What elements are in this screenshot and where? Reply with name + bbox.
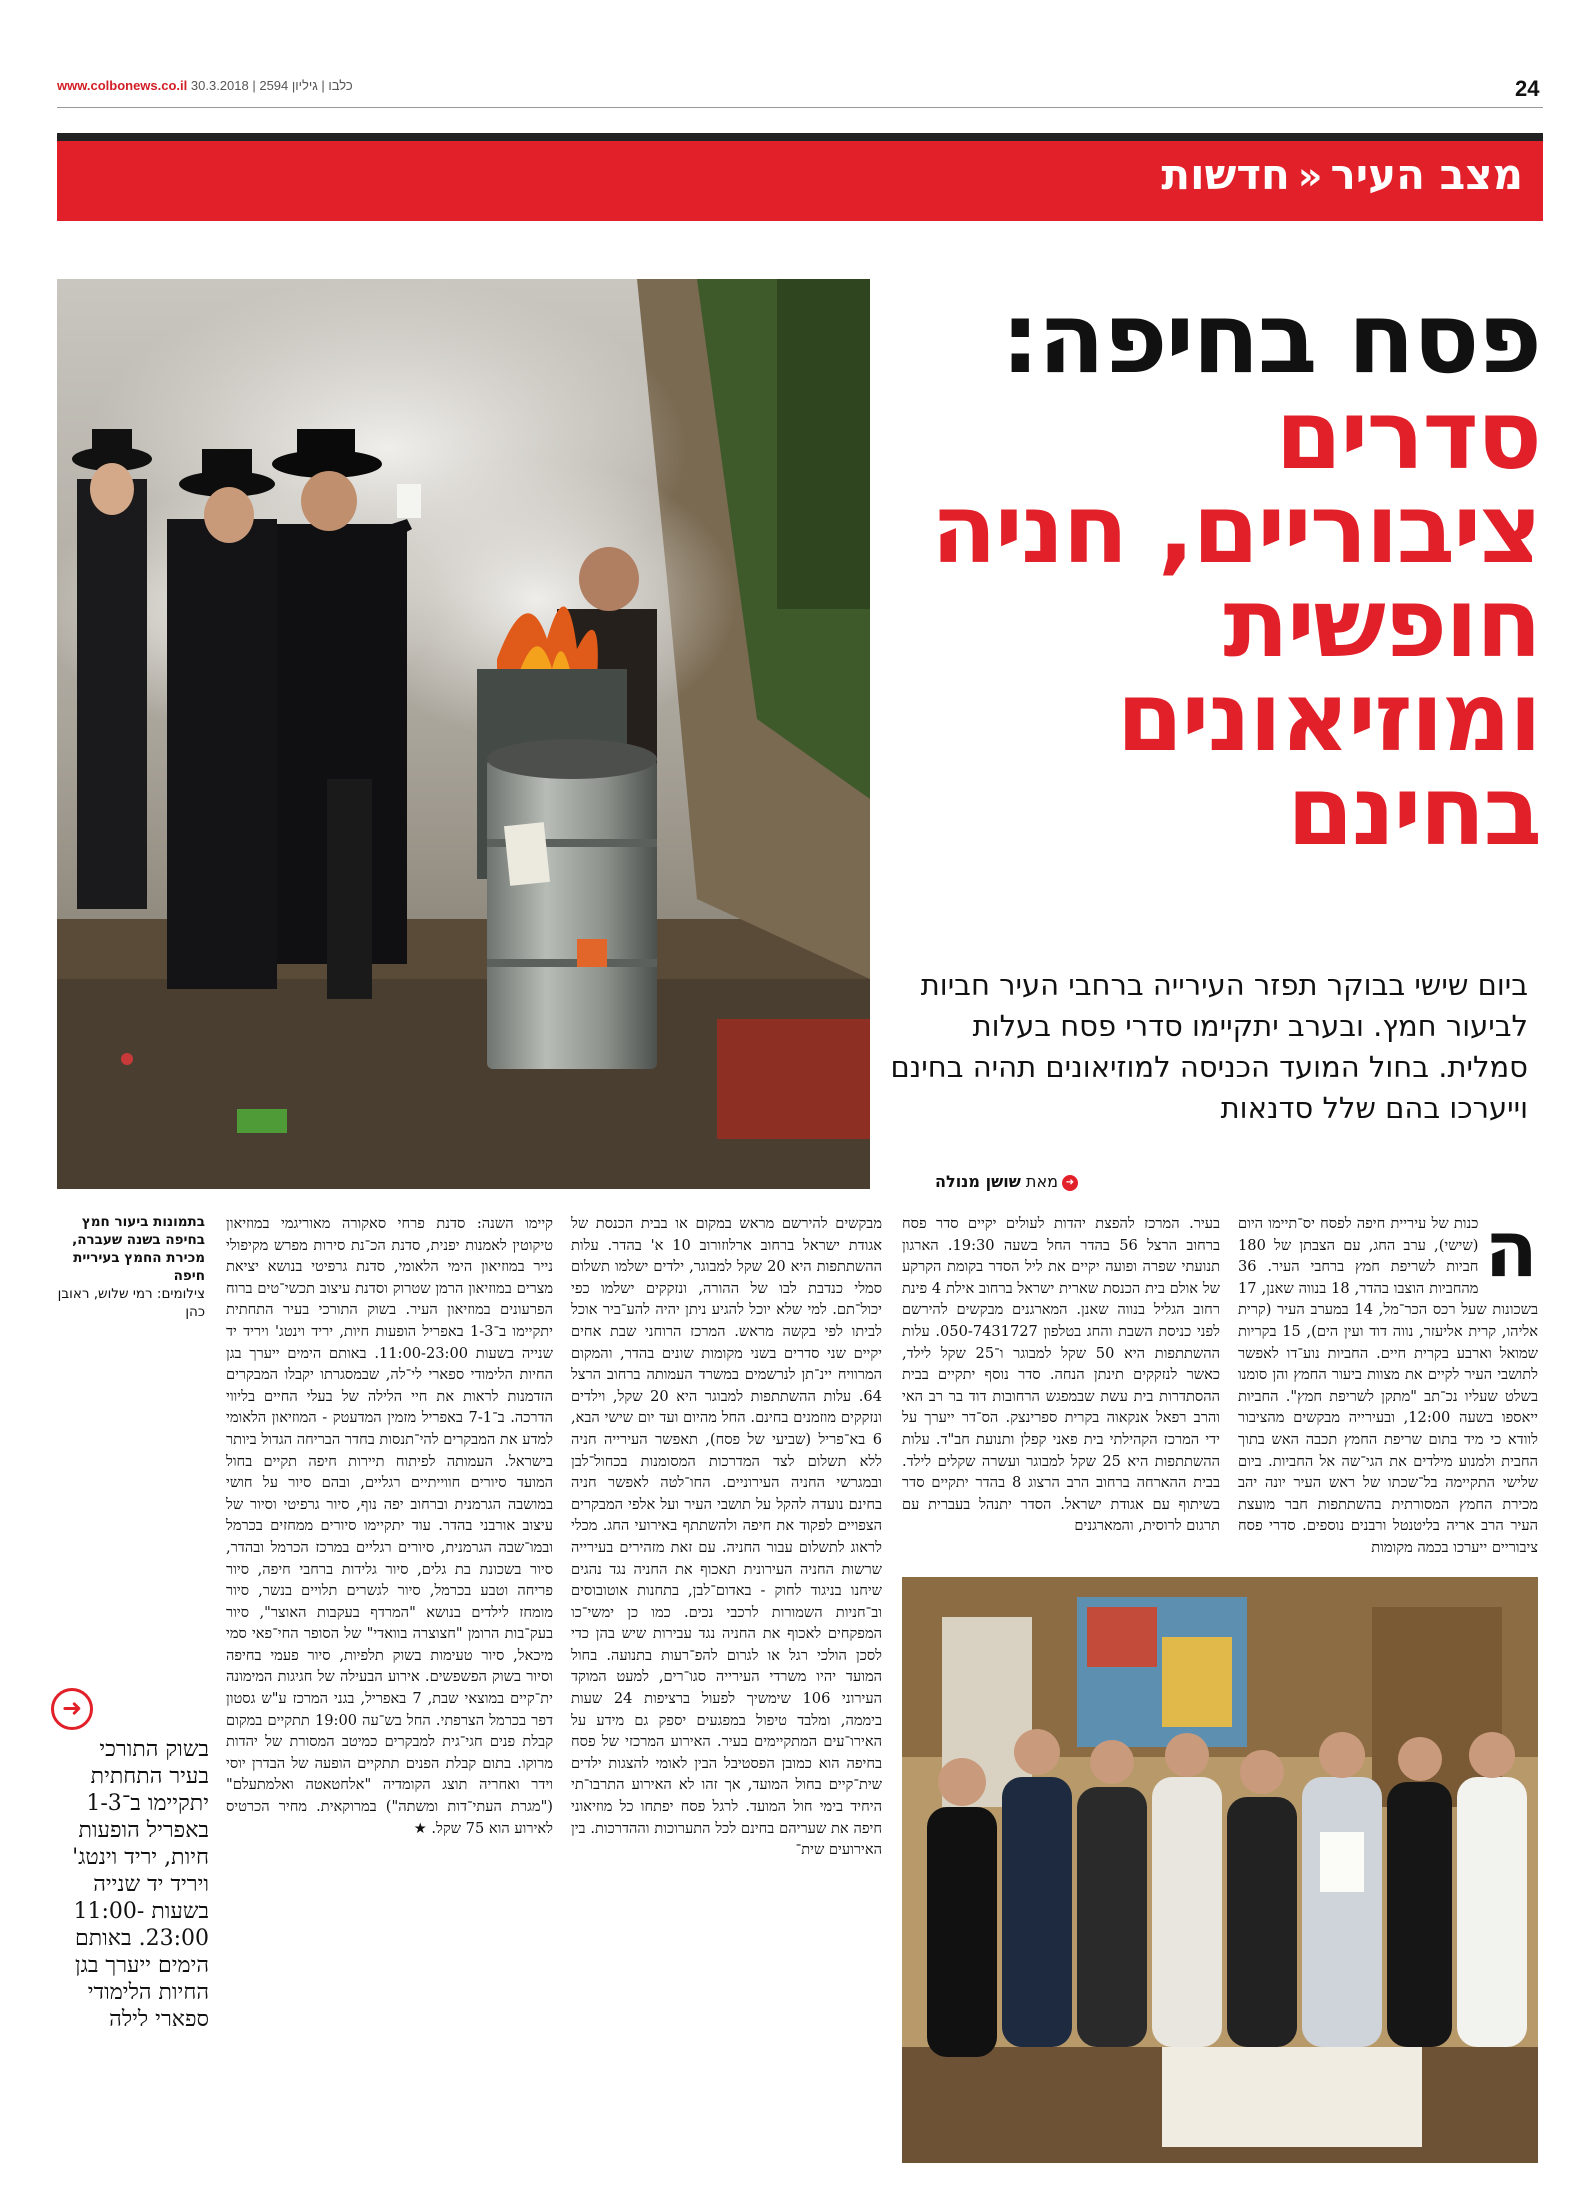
pullquote-text: בשוק התורכי בעיר התחתית יתקיימו ב־1-3 באפריל הופעות חיות, יריד וינטג' ויריד יד שנייה בשעות 11:00-23:00. באותם הימים ייערך בגן החיות הלימודי ספארי לילה bbox=[72, 1737, 209, 2032]
header-divider bbox=[57, 107, 1543, 108]
arrow-right-icon: ➜ bbox=[51, 1688, 93, 1730]
byline-prefix: מאת bbox=[1025, 1172, 1058, 1191]
section-subtitle: חדשות bbox=[1161, 150, 1290, 199]
article-column-2 bbox=[902, 1213, 1220, 1537]
arrow-right-icon: ➜ bbox=[1062, 1175, 1078, 1191]
article-column-4 bbox=[226, 1213, 553, 1839]
byline-author: שושן מנולה bbox=[935, 1172, 1021, 1191]
photo-caption bbox=[57, 1213, 205, 1321]
article-column-1 bbox=[1238, 1205, 1538, 1559]
caption-lead: בתמונות ביעור חמץ בחיפה בשנה שעברה, מכירת החמץ בעיריית חיפה bbox=[72, 1214, 205, 1284]
masthead-line bbox=[57, 78, 353, 93]
issue-info: כלבו | גיליון 2594 | 30.3.2018 bbox=[190, 78, 353, 93]
section-title bbox=[1161, 150, 1523, 199]
article-column-3 bbox=[571, 1213, 882, 1861]
section-name: מצב העיר bbox=[1330, 150, 1523, 199]
chametz-burning-photo bbox=[57, 279, 870, 1189]
column-text: מבקשים להירשם מראש במקום או בבית הכנסת של אגודת ישראל ברחוב ארלוזורוב 10 א' בהדר. עלות ההשתתפות היא 20 שקל למבוגר, ילדים ישלמו תשלום סמלי כנדבת לבו של ההורה, ונזקקים ישלמו כפי יכול־תם. למי שלא יוכל להגיע ניתן יהיה להע־ביר אוכל לביתו לפי בקשה מראש. המרכז הרוחני שבת אחים יקיים שני סדרים בשני מקומות שונים בהדר, והמקום המרוויח יינ־תן לנרשמים במשרד העמותה ברחוב הרצל 64. עלות ההשתתפות למבוגר היא 20 שקל, וילדים ונזקקים מוזמנים בחינם. החל מהיום ועד יום שישי הבא, 6 בא־פריל (שביעי של פסח), תאפשר העירייה חניה ללא תשלום לצד המדרכות המסומנות בכחול־לבן ובמגרשי החניה העירוניים. החו־לטה לאפשר חניה בחינם נועדה להקל על תושבי העיר ועל אלפי המבקרים הצפויים לפקוד את חיפה ולהשתתף באירועי החג. מכלי לראוג לתשלום עבור החניה. עם זאת מזהירים בעירייה שרשות החניה העירונית תאכוף את החניה נגד נהגים שיחנו בניגוד לחוק - באדום־לבן, בתחנות אוטובוסים וב־חניות השמורות לרכבי נכים. כמו כן ימשי־כו המפקחים לאכוף את החניה נגד עבירות שיש בהן כדי לסכן הולכי רגל או לגרום להפ־רעות בתנועה. בחול המועד יהיו משרדי העירייה סגו־רים, למעט המוקד העירוני 106 שימשיך לפעול ברציפות 24 שעות ביממה, ומלבד טיפול במפגעים יספק גם מידע על האירו־עים המתקיימים בעיר. האירוע המרכזי של פסח בחיפה הוא כמובן הפסטיבל הבין לאומי להצגות ילדים שית־קיים בחול המועד, אך זהו לא האירוע התרבו־תי היחיד בימי חול המועד. לרגל פסח יפתחו כל מוזיאוני חיפה את שעריהם בחינם לכל התערוכות וההדרכות. בין האירועים שית־ bbox=[571, 1215, 882, 1859]
site-url[interactable]: www.colbonews.co.il bbox=[57, 78, 188, 93]
pullquote bbox=[57, 1688, 209, 2033]
headline-kicker: פסח בחיפה: bbox=[1000, 282, 1540, 396]
column-text: קיימו השנה: סדנת פרחי סאקורה מאוריגמי במוזיאון טיקוטין לאמנות יפנית, סדנת הכ־נת סירות מפרש מקיפולי נייר במוזיאון הימי הלאומי, סדנת גרפיטי בנושא יציאת מצרים במוזיאון הרמן שטרוק וסדנת עיצוב תכשי־טים ברוח הפרעונים במוזיאון העיר. בשוק התורכי בעיר התחתית יתקיימו ב־1-3 באפריל הופעות חיות, יריד וינטג' ויריד יד שנייה בשעות 11:00-23:00. באותם הימים ייערך בגן החיות הלימודי ספארי לי־לה, שבמסגרתו יקבלו המבקרים הזדמנות לראות את חיי הלילה של בעלי החיים בליווי הדרכה. ב־7-1 באפריל מזמין המדעטק - המוזיאון הלאומי למדע את המבקרים להי־תנסות בחדר הבריחה הגדול ביותר בישראל. העמותה לפיתוח תיירות חיפה תקיים בחול המועד סיורים חווייתיים רגליים, ובהם סיור על חושי במושבה הגרמנית וברחוב יפה נוף, סיור גרפיטי וסיור של עיצוב אורבני בהדר. עוד יתקיימו סיורים ממחזים בכרמל ובמו־שבה הגרמנית, סיורים רגליים במרכז הכרמל ובהדר, סיור בשכונת בת גלים, סיור גלידות ברחבי חיפה, סיור פריחה וטבע בכרמל, סיור לגשרים תלויים בנשר, סיור מומחז לילדים בנושא "המרדף בעקבות האוצר", סיור בעק־בות הרומן "חצוצרה בוואדי" של הסופר החי־פאי סמי מיכאל, סיור טעימות בשוק תלפיות, סיור פעמי בחיפה וסיור בשוק הפשפשים. אירוע הבעילה של חגיגות המימונה ית־קיים במוצאי שבת, 7 באפריל, בגני המרכז ע"ש גסטון דפר בכרמל הצרפתי. החל בש־עה 19:00 תתקיים במקום קבלת פנים חגי־גית למבקרים כמיטב המסורת של יהדות מרוקו. בתום קבלת הפנים תתקיים הופעה של הבדרן יוסי וידר ואחריה תוצג הקומדיה "אלחטאטה ואלמתעלם" ("מגרת העתי־דות ומשתה") במרוקאית. מחיר הכרטיס לאירוע הוא 75 שקל. ★ bbox=[226, 1215, 553, 1837]
caption-credit: צילומים: רמי שלוש, ראובן כהן bbox=[57, 1286, 205, 1320]
column-text: כנות של עיריית חיפה לפסח יס־תיימו היום (שישי), ערב החג, עם הצבתן של 180 חביות לשריפת חמץ ברחבי העיר. 36 מהחביות הוצבו בהדר, 18 בנווה שאנן, 17 בשכונות שעל רכס הכר־מל, 14 במערב העיר (קרית אליהו, קרית אליעזר, נווה דוד ועין הים), 15 בקריות שמואל וארבע בקרית חיים. החביות נוע־דו לאפשר לתושבי העיר לקיים את מצוות ביעור החמץ והן סומנו בשלט שעליו נכ־תב "מתקן לשריפת חמץ". החביות ייאספו בשעה 12:00, ובעירייה מבקשים מהציבור לוודא כי מיד בתום שריפת החמץ תכבה האש בתוך החבית ולמנוע מילדים את הגי־שה אל החביות. ביום שלישי התקיימה בל־שכתו של ראש העיר יונה יהב מכירת החמץ המסורתית בהשתתפות חבר מועצת העיר הרב אריה בליטנטל ורבנים נוספים. סדרי פסח ציבוריים ייערכו בכמה מקומות bbox=[1238, 1215, 1538, 1556]
section-band-top bbox=[57, 133, 1543, 141]
headline-main: סדרים ציבוריים, חניה חופשית ומוזיאונים בחינם bbox=[930, 379, 1540, 868]
page-number: 24 bbox=[1515, 76, 1540, 101]
city-hall-group-photo bbox=[902, 1577, 1538, 2163]
drop-cap: ה bbox=[1484, 1205, 1538, 1295]
column-text: בעיר. המרכז להפצת יהדות לעולים יקיים סדר פסח ברחוב הרצל 56 בהדר החל בשעה 19:30. הארגון תנועתי שפרה ופועה יקיים את ליל הסדר בקומת הקרקע של אולם בית הכנסת שארית ישראל ברחוב אילת 4 פינת רחוב הגליל בנווה שאנן. המארגנים מבקשים להירשם לפני כניסת השבת והחג בטלפון 050-7431727. עלות ההשתתפות היא 50 שקל למבוגר ו־25 שקל לילד, כאשר לנזקקים תינתן הנחה. סדר נוסף יתקיים בבית ההסתדרות בית עשת שבמפגש הרחובות דוד בר רב האי והרב רפאל אנקאוה בקרית ספרינצק. הס־דר ייערך על ידי המרכז הקהילתי בית פאני קפלן ותנועת חב"ד. עלות ההשתתפות היא 25 שקל למבוגר ועשרה שקלים לילד. בבית ההארחה ברחוב הרב הרצוג 8 בהדר יתקיים סדר בשיתוף עם אגודת ישראל. הסדר יתנהל בעברית עם תרגום לרוסית, והמארגנים bbox=[902, 1215, 1220, 1535]
headline bbox=[880, 282, 1540, 868]
byline bbox=[900, 1172, 1078, 1191]
subheadline: ביום שישי בבוקר תפזר העירייה ברחבי העיר חביות לביעור חמץ. ובערב יתקיימו סדרי פסח בעלות סמלית. בחול המועד הכניסה למוזיאונים תהיה בחינם וייערכו בהם שלל סדנאות bbox=[890, 968, 1528, 1125]
chevron-left-icon: « bbox=[1297, 154, 1323, 198]
